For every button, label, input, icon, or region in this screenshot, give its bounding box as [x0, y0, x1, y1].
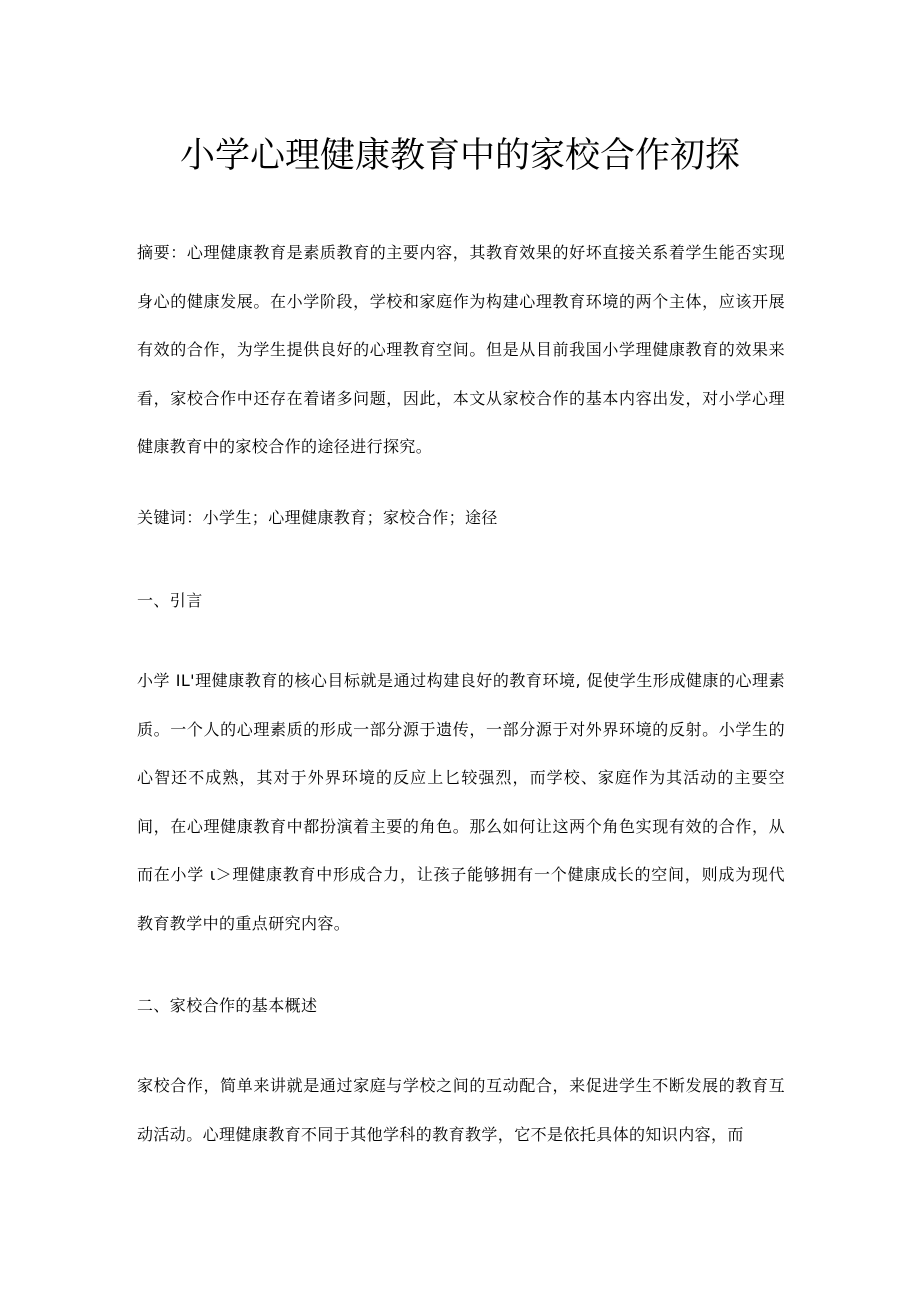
section-heading-introduction: 一、引言: [137, 591, 203, 610]
abstract-paragraph: 摘要：心理健康教育是素质教育的主要内容，其教育效果的好坏直接关系着学生能否实现身心的健康发展。在小学阶段，学校和家庭作为构建心理教育环境的两个主体，应该开展有效的合作，为学生提供良好的心理教育空间。但是从目前我国小学理健康教育的效果来看，家校合作中还存在着诸多问题，因此，本文从家校合作的基本内容出发，对小学心理健康教育中的家校合作的途径进行探究。: [137, 243, 785, 457]
keywords-line: 关键词：小学生；心理健康教育；家校合作；途径: [137, 508, 498, 527]
overview-paragraph: 家校合作，简单来讲就是通过家庭与学校之间的互动配合，来促进学生不断发展的教育互动活动。心理健康教育不同于其他学科的教育教学，它不是依托具体的知识内容，而: [137, 1076, 785, 1144]
introduction-paragraph: 小学 IL'理健康教育的核心目标就是通过构建良好的教育环境, 促使学生形成健康的心理素质。一个人的心理素质的形成一部分源于遗传，一部分源于对外界环境的反射。小学生的心智还不成熟，其对于外界环境的反应上匕较强烈，而学校、家庭作为其活动的主要空间，在心理健康教育中都扮演着主要的角色。那么如何让这两个角色实现有效的合作，从而在小学 ι＞理健康教育中形成合力，让孩子能够拥有一个健康成长的空间，则成为现代教育教学中的重点研究内容。: [137, 671, 785, 933]
document-title: 小学心理健康教育中的家校合作初探: [179, 136, 740, 176]
section-heading-overview: 二、家校合作的基本概述: [137, 996, 318, 1015]
